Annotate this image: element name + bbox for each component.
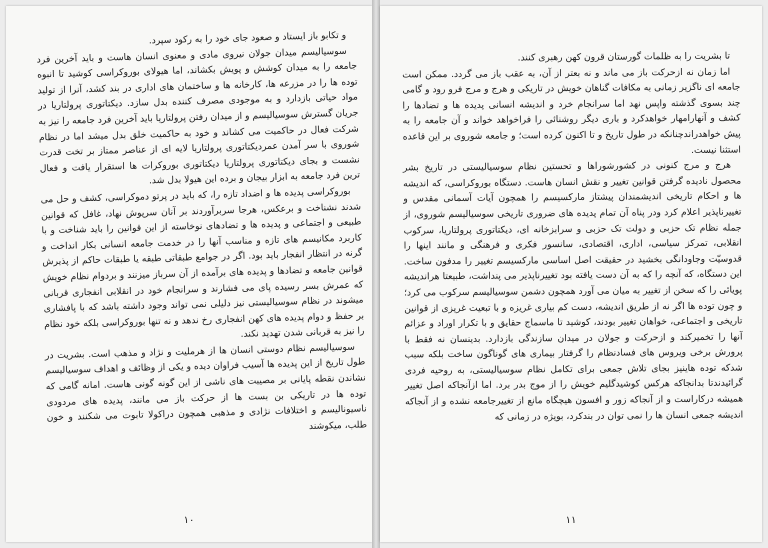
paragraph: هرج و مرج کنونی در کشورشوراها و تحستین نظام سوسیالیستی در تاریخ بشر محصول نادیده گرفتن قوانین تغییر و نقش انسان هاست. دستگاه بوروکراسی، که اندیشه ها و احکام تاریخی اندیشمندان پیشتاز مارکسیسم را همچون آیات آسمانی مقدس و تغییرناپذیر اعلام کرد ودر پناه آن تمام پدیده های ضروری تاریخی سوسیالیسم شوروی، از جمله نظام تک حزبی و دولت تک حزبی و سرابزخانه ای، دیکتاتوری پرولتاریا، سرکوب انقلابی، تمرکز سیاسی، اداری، اقتصادی، سانسور فکری و فرهنگی و مانند اینها را قدوسیّت وجاودانگی بخشید در حقیقت اصل اساسی مارکسیسم تغییر را مدفون ساخت. این دستگاه، که آنچه را که به آن دست یافته بود تغییرناپذیر می پنداشت، طبیعتا هراندیشه پویائی را که سخن از تغییر به میان می آورد همچون دشمن سوسیالیسم سرکوب می کرد؛ و چون توده ها اگر نه از طریق اندیشه، دست کم بیاری غریزه و با تبعیت غریزی از قوانین تاریخی و اجتماعی، خواهان تغییر بودند، کوشید تا ماسماج حقایق و با تکرار اوراد و عزائم آنها را تخمیرکند و ازحرکت و جولان در میدان سازندگی بازدارد. بدینسان نه فقط با پرورش برخی ویروس های فسادنظام را گرفتار بیماری های گوناگون ساخت بلکه سبب شدکه توده هاینیز بجای تلاش جمعی برای تکامل نظام سوسیالیستی، به روحیه فردی گرائیدندتا بدانجاکه هرکس کوشیدگلیم خویش را از موج بدر برد. اما ازآنجاکه اصل تغییر همیشه درکاراست و از آنجاکه زور و افسون هیچگاه مانع از تغییرجامعه نشده و از آنجاکه اندیشه جمعی انسان ها را نمی توان در بندکرد، بویژه در زمانی که: [402, 159, 744, 423]
paragraph: اما زمان نه ازحرکت باز می ماند و نه بعتر از آن، به عقب باز می گردد. ممکن است جامعه ای ناگزیر زمانی به مکافات گناهان خویش در تاریکی و هرج و مرج فرو رود و گامی چند بسوی گذشته واپس نهد اما سرانجام خرد و اندیشه انسانی پدیده ها و تضادها را کشف و آنهارامهار خواهدکرد و باری دیگر روشنائی را فراخواهد خواند و آن جامعه را به پیش خواهدراندچنانکه در طول تاریخ و تا اکنون کرده است؛ و جامعه شوروی بر این قاعده استثنا نیست.: [402, 66, 741, 156]
paragraph: و تکابو باز ایستاد و صعود جای خود را به رکود سپرد.: [148, 29, 347, 47]
left-page-text: [36, 28, 367, 442]
paragraph: تا بشریت را به ظلمات گورستان قرون کهن رهبری کنند.: [517, 50, 731, 64]
paragraph: سوسیالیسم میدان جولان نیروی مادی و معنوی انسان هاست و باید آخرین فرد جامعه را به میدان کوشش و پویش بکشاند، اما هیولای بوروکراسی کوشید تا انبوه توده ها را در مزرعه ها، کارخانه ها و ساختمان های اداری در بند کشد، آنرا از تولید مواد حیاتی بازدارد و به موجودی مصرف کننده بدل سازد. دیکتاتوری پرولتاریا در جریان گسترش سوسیالیسم و از میدان رفتن پرولتاریا باید آخرین فرد جامعه را نیز به شرکت فعال در حاکمیت می کشاند و خود به حاکمیت خلق بدل میشد اما در نظام شوروی با سر آمدن عمردیکتاتوری پرولتاریا لایه ای از عناصر ممتاز بر تخت قدرت نشست و بجای دیکتاتوری پرولتاریا دیکتاتوری بوروکرات ها استقرار یافت و فعال ترین فرد جامعه به ابزار بیجان و برده این هیولا بدل شد.: [36, 45, 361, 187]
page-number: ۱۰: [183, 515, 195, 526]
right-page-text: [402, 49, 743, 426]
right-page: [380, 6, 762, 542]
paragraph: بوروکراسی پدیده ها و اضداد تازه را، که باید در پرتو دموکراسی، کشف و حل می شدند نشناخت و برعکس، هرجا سربرآوردند بر آنان سرپوش نهاد، غافل که قوانین طبیعی و اجتماعی و پدیده ها و تضادهای نوخاسته از این قوانین را باید شناخت و با کاربرد مکانیسم های تازه و مناسب آنها را در خدمت جامعه انسانی بکار انداخت و گرنه در انتظار انفجار باید بود. اگر در جوامع طبقاتی طبقه یا طبقات حاکم از پذیرش قوانین جامعه و تضادها و پدیده های برآمده از آن سرباز میزنند و بردوام نظام خویش که عمرش بسر رسیده پای می فشارند و سرانجام خود در انقلابی انفجاری قربانی میشوند در نظام سوسیالیستی نیز دلیلی نمی تواند وجود داشته باشد که با پافشاری بر حفظ و دوام پدیده های کهن انفجاری رخ ندهد و نه تنها بوروکراسی بلکه خود نظام را نیز به قربانی شدن تهدید نکند.: [40, 185, 365, 341]
paragraph: سوسیالیسم نظام دوستی انسان ها از هرملیت و نژاد و مذهب است. بشریت در طول تاریخ از این پدیده ها آسیب فراوان دیده و یکی از وظائف و اهداف سوسیالیسم نشاندن نقطه پایانی بر مصیبت های ناشی از این گونه گونی هاست. امانه گامی که توده ها در تاریکی بن بست ها از حرکت باز می مانند، پدیده های مردودی ناسیونالیسم و اختلافات نژادی و مذهبی همچون دراکولا تابوت می شکنند و خون طلب، میکوشند: [44, 341, 368, 432]
book-gutter: [372, 0, 380, 548]
left-page: [6, 6, 372, 542]
page-number: ۱۱: [565, 515, 577, 526]
